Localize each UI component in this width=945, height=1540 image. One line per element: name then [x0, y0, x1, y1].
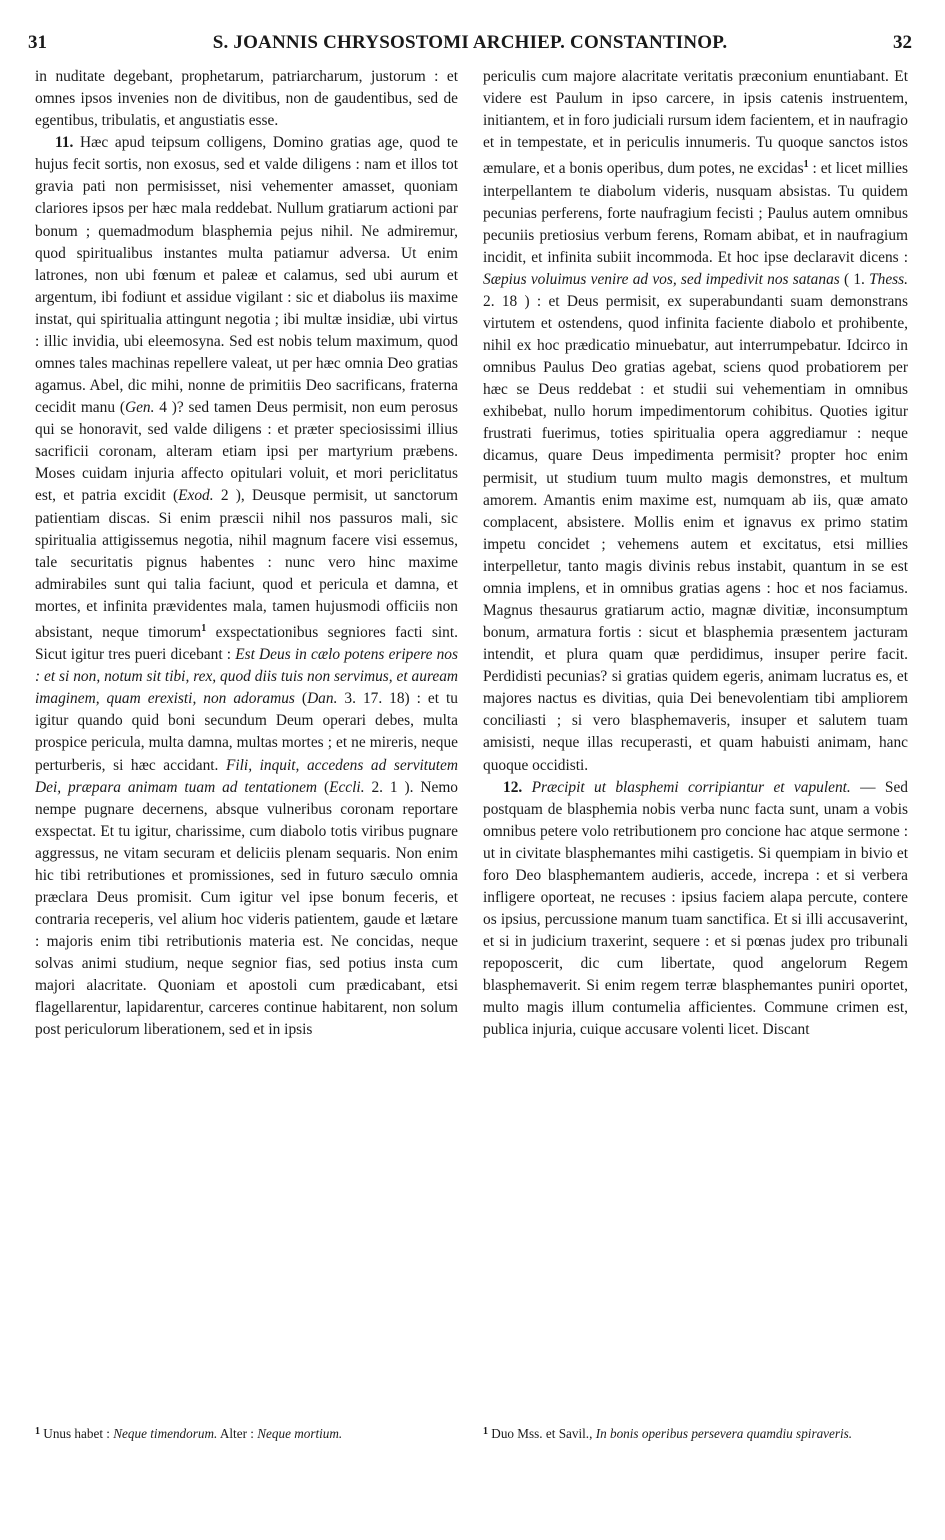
- paragraph-text: Hæc apud teipsum colligens, Domino gratias age, quod te hujus fecit sortis, non exosus, sed et valde diligens : nam et illos tot gravia pati non permisisset, nisi vehementer amasset, quoniam clariores ipsos per hæc mala reddebat. Nullum gratiarum actioni par bonum ; quemadmodum blasphemia pejus nihil. Ne admiremur, quod spiritualibus instantes multa patiamur adversa. Ut enim latrones, non ubi fœnum et paleæ et calamus, sed ubi aurum et argentum, ibi fodiunt et assidue vigilant : sic et diabolus iis maxime instat, qui spiritualia attingunt negotia ; ibi multæ insidiæ, ubi virtus : illic invidia, ubi eleemosyna. Sed est nobis telum maximum, quod omnes tales machinas repellere valeat, ut per hæc omnia Deo gratias agamus. Abel, dic mihi, nonne de primitiis Deo sacrificans, fraterna cecidit manu (: [35, 134, 458, 417]
- scripture-quote: Fili, inquit, accedens ad servitutem Dei, præpara animam tuam ad tentationem: [35, 756, 458, 796]
- paragraph-text: (: [294, 690, 308, 708]
- paragraph-number: 11.: [55, 134, 74, 152]
- paragraph-continued: [35, 66, 458, 132]
- footnote-left: [35, 1424, 458, 1442]
- footnote-text: Duo Mss. et Savil.,: [488, 1426, 593, 1441]
- footnote-variant: Neque timendorum.: [109, 1426, 218, 1441]
- footnote-text: Alter :: [217, 1426, 254, 1441]
- paragraph-text: ( 1.: [839, 270, 865, 288]
- section-heading: Præcipit ut blasphemi corripiantur et vapulent.: [522, 778, 851, 796]
- paragraph-text: 2. 18 ) : et Deus permisit, ex superabundanti suam demonstrans virtutem et ostendens, quod infinita faciente diabolo et prohibente, nihil ex hoc prædicatio minuebatur, aut interrumpebatur. Idcirco in omnibus Paulus Deo gratias agebat, sciens quod probatiorem per hæc se Deus reddebat : et studii sui vehementiam in omnibus exhibebat, nullo horum impedimentorum cohibitus. Quoties igitur frustrati fuerimus, toties spiritualia opera aggrediamur : neque dicamus, quare Deus impedimenta permisit? propter hoc enim permisit, ut studium tuum multo magis demonstres, et multum amorem. Amantis enim maxime est, numquam ab iis, quæ amato complacent, absistere. Mollis enim et ignavus ex primo statim impetu concidet ; vehemens autem et excitatus, etsi millies interpelletur, tanto magis divinis rebus instabit, quantum in se est omnia implens, et in omnibus gratias agens : hoc et nos faciamus. Magnus thesaurus gratiarum actio, magnæ divitiæ, inconsumptum bonum, armatura fortis : sicut et blasphemia præsentem jacturam intendit, et plura quam quæ perdidimus, insuper perire facit. Perdidisti pecunias? si gratias quidem egeris, animam lucratus es, et majores nactus es divitias, quia Dei benevolentiam tibi ampliorem conciliasti ; si vero blasphemaveris, insuper et salutem tuam amisisti, neque illas recuperasti, et quam habuisti animam, hanc quoque occidisti.: [483, 292, 908, 774]
- scripture-reference: Eccli.: [329, 778, 365, 796]
- paragraph-text: 4 )? sed tamen Deus permisit, non eum perosus qui se honoravit, sed valde diligens : et præter speciosissimi illius sacrificii coronam, alteram etiam ipsi per martyrium præbens. Moses cuidam injuria affecto opitulari voluit, et mori periclitatus est, et patria excidit (: [35, 399, 458, 505]
- paragraph-number: 12.: [503, 778, 523, 796]
- running-head: [28, 32, 912, 60]
- page-number-right: 32: [893, 32, 912, 53]
- paragraph-text: exspectationibus segniores facti sint. Sicut igitur tres pueri dicebant :: [35, 624, 458, 664]
- paragraph-text: — Sed postquam de blasphemia nobis verba nunc facta sunt, unam a vobis omnibus petere volo retributionem pro concione hac atque sermone : ut in civitate blasphemantes mihi castigetis. Si quempiam in bivio et foro Deo blasphemantem audieris, accede, increpa : et si verbera infligere oporteat, ne recuses : ipsius faciem alapa percute, contere os ipsius, percussione manum tuam sanctifica. Et si illi accusaverint, et si in judicium traxerint, sequere : et si pœnas judex pro tribunali repoposcerit, dic cum libertate, quod angelorum Regem blasphemaverit. Si enim regem terræ blasphemantes puniri oportet, multo magis illum contumelia afficientes. Commune crimen est, publica injuria, cuique accusare volenti licet. Discant: [483, 778, 908, 1039]
- scripture-reference: Gen.: [124, 399, 155, 417]
- footnote-variant: Neque mortium.: [253, 1426, 343, 1441]
- paragraph-text: 2 ), Deusque permisit, ut sanctorum patientiam discas. Si enim præscii nihil nos passuros mali, sic spiritualia attigissemus negotia, nihil magnum facere visi essemus, tale securitatis pignus habentes : nunc vero hinc maxime admirabiles sunt qui talia faciunt, quod et pericula et damna, et mortes, et infinita prævidentes mala, tamen hujusmodi officiis non absistant, neque timorum: [35, 487, 458, 642]
- scripture-quote: Sæpius voluimus venire ad vos, sed impedivit nos satanas: [483, 270, 840, 288]
- footnote-number: 1: [35, 1426, 40, 1437]
- paragraph-continued: [483, 66, 908, 777]
- left-column: [35, 66, 458, 1406]
- paragraph-text: in nuditate degebant, prophetarum, patriarcharum, justorum : et omnes ipsos invenies non de divitibus, non de gaudentibus, sed de egentibus, tribulatis, et angustiatis esse.: [35, 68, 458, 130]
- footnote-marker: 1: [803, 159, 809, 171]
- paragraph-text: periculis cum majore alacritate veritatis præconium enuntiabant. Et videre est Paulum in ipso carcere, in ipsis catenis instruentem, initiantem, et in foro judiciali rursum idem facientem, et in naufragio et in tempestate, et in periculis innumeris. Tu quoque sanctos istos æmulare, et a bonis operibus, dum potes, ne excidas: [483, 68, 908, 178]
- paragraph-11: [35, 132, 458, 1041]
- paragraph-text: 3. 17. 18) : et tu igitur quando quid boni secundum Deum operari debes, multa prospice pericula, multa damna, multas mortes ; et ne mireris, neque perturberis, si hæc accidant.: [35, 690, 458, 774]
- scripture-reference: Dan.: [307, 690, 338, 708]
- scripture-quote: Est Deus in cælo potens eripere nos : et si non, notum sit tibi, rex, quod diis tuis non servimus, et auream imaginem, quam erexisti, non adoramus: [35, 646, 458, 708]
- footnote-marker: 1: [201, 622, 207, 634]
- paragraph-text: : et licet millies interpellantem te diabolum videris, nusquam absistas. Tu quidem pecunias perferens, forte naufragium fecisti ; Paulus autem omnibus pecuniis pretiosius verbum ferens, Romam abibat, et in naufragium incidit, et infinita subiit incommoda. Et hoc ipse declaravit dicens :: [483, 160, 908, 266]
- page-number-left: 31: [28, 32, 47, 53]
- footnote-variant: In bonis operibus persevera quamdiu spiraveris.: [592, 1426, 853, 1441]
- footnote-number: 1: [483, 1426, 488, 1437]
- page-title: S. JOANNIS CHRYSOSTOMI ARCHIEP. CONSTANTINOP.: [212, 32, 728, 53]
- footnote-right: [483, 1424, 908, 1442]
- right-column: [483, 66, 908, 1406]
- paragraph-text: (: [317, 778, 330, 796]
- paragraph-text: 2. 1 ). Nemo nempe pugnare decernens, absque vulneribus coronam reportare exspectat. Et tu igitur, charissime, cum diabolo totis viribus pugnare aggressus, ne vitam securam et deliciis plenam sequaris. Non enim hic tibi retributiones et promissiones, sed in futuro sæculo omnia præclara Deus promisit. Cum igitur vel ipse bonum feceris, et contraria receperis, vel alium hoc videris patientem, gaude et lætare : majoris enim tibi retributionis materia est. Ne concidas, neque solvas animi studium, neque segnior fias, sed potius insta cum majori alacritate. Quoniam et apostoli cum prædicabant, etsi flagellarentur, lapidarentur, carceres continue habitarent, non solum post periculorum liberationem, sed et in ipsis: [35, 778, 458, 1039]
- footnote-text: Unus habet :: [40, 1426, 110, 1441]
- scripture-reference: Exod.: [178, 487, 214, 505]
- scripture-reference: Thess.: [864, 270, 908, 288]
- paragraph-12: [483, 777, 908, 1042]
